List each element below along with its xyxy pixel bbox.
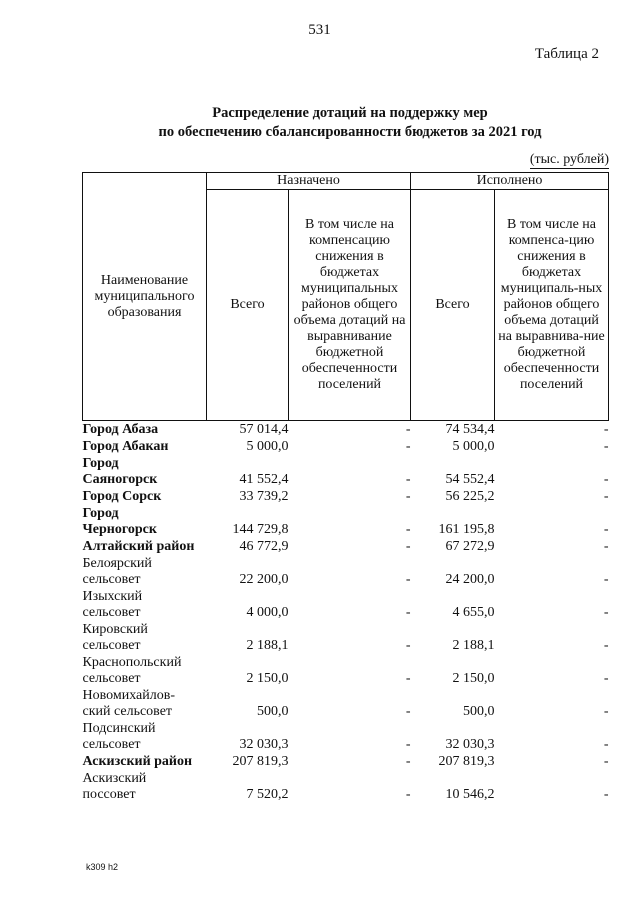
row-assigned-compensation: - (405, 472, 411, 487)
row-assigned-compensation: - (405, 605, 411, 620)
table-row (83, 770, 609, 803)
row-assigned-compensation: - (405, 704, 411, 719)
row-executed-total: 4 655,0 (452, 605, 495, 620)
row-name-line-1: Новомихайлов- (82, 688, 175, 703)
row-assigned-total: 2 188,1 (246, 638, 289, 653)
row-executed-total: 24 200,0 (445, 572, 495, 587)
row-assigned-total: 7 520,2 (246, 787, 289, 802)
table-row (83, 505, 609, 538)
header-name: Наименование муниципального образования (83, 173, 207, 421)
table-row (83, 687, 609, 720)
title-line-2: по обеспечению сбалансированности бюджетов за 2021 год (158, 124, 542, 140)
subsidies-table (82, 172, 609, 803)
row-name (83, 621, 207, 654)
row-name-line-1: Город (82, 456, 119, 471)
row-executed-compensation: - (603, 671, 609, 686)
row-assigned-compensation: - (405, 572, 411, 587)
row-assigned-compensation: - (405, 787, 411, 802)
table-row (83, 555, 609, 588)
row-name-line-1: Город Сорск (82, 489, 162, 504)
table-row (83, 621, 609, 654)
row-executed-total: 5 000,0 (452, 439, 495, 454)
row-executed-total: 54 552,4 (445, 472, 495, 487)
header-executed-total: Всего (411, 190, 495, 421)
row-name-line-2: ский сельсовет (82, 704, 173, 719)
row-executed-total: 161 195,8 (438, 522, 495, 537)
row-assigned-compensation: - (405, 489, 411, 504)
table-row (83, 753, 609, 770)
row-name-line-1: Аскизский (82, 771, 147, 786)
row-name (83, 720, 207, 753)
row-assigned-total: 500,0 (257, 704, 289, 719)
row-executed-total: 2 188,1 (452, 638, 495, 653)
row-assigned-compensation: - (405, 439, 411, 454)
row-name (83, 505, 207, 538)
row-assigned-compensation: - (405, 737, 411, 752)
row-assigned-compensation: - (405, 539, 411, 554)
row-executed-compensation: - (603, 472, 609, 487)
header-assigned: Назначено (207, 173, 411, 190)
row-name-line-2: Черногорск (82, 522, 157, 537)
row-assigned-total: 144 729,8 (232, 522, 289, 537)
row-name (83, 770, 207, 803)
row-executed-total: 2 150,0 (452, 671, 495, 686)
row-assigned-compensation: - (405, 754, 411, 769)
title-line-1: Распределение дотаций на поддержку мер (212, 105, 488, 121)
row-name (83, 438, 207, 455)
row-name-line-1: Город Абаза (82, 422, 159, 437)
table-row (83, 720, 609, 753)
row-name (83, 488, 207, 505)
row-name-line-2: сельсовет (82, 605, 141, 620)
row-assigned-total: 33 739,2 (239, 489, 289, 504)
row-name (83, 654, 207, 687)
table-row (83, 538, 609, 555)
row-name-line-1: Город (82, 506, 119, 521)
row-executed-compensation: - (603, 754, 609, 769)
header-executed: Исполнено (411, 173, 609, 190)
row-executed-total: 10 546,2 (445, 787, 495, 802)
row-name (83, 555, 207, 588)
row-name (83, 753, 207, 770)
row-executed-compensation: - (603, 439, 609, 454)
table-label: Таблица 2 (534, 46, 599, 62)
row-name (83, 455, 207, 488)
row-name-line-1: Аскизский район (82, 754, 193, 769)
row-executed-compensation: - (603, 787, 609, 802)
table-row (83, 654, 609, 687)
row-executed-compensation: - (603, 704, 609, 719)
row-assigned-total: 46 772,9 (239, 539, 289, 554)
row-name (83, 588, 207, 621)
header-assigned-compensation: В том числе на компенсацию снижения в бюджетах муниципальных районов общего объема дотаций на выравнивание бюджетной обеспеченности поселений (289, 190, 411, 421)
table-row (83, 455, 609, 488)
row-name-line-1: Подсинский (82, 721, 156, 736)
row-assigned-compensation: - (405, 638, 411, 653)
row-executed-total: 67 272,9 (445, 539, 495, 554)
row-assigned-total: 57 014,4 (239, 422, 289, 437)
row-executed-total: 32 030,3 (445, 737, 495, 752)
row-executed-compensation: - (603, 638, 609, 653)
row-assigned-total: 32 030,3 (239, 737, 289, 752)
row-executed-compensation: - (603, 605, 609, 620)
row-executed-total: 207 819,3 (438, 754, 495, 769)
page-number: 531 (308, 22, 331, 38)
row-name-line-2: сельсовет (82, 671, 141, 686)
row-assigned-total: 2 150,0 (246, 671, 289, 686)
row-assigned-compensation: - (405, 422, 411, 437)
row-name-line-2: сельсовет (82, 572, 141, 587)
row-name-line-1: Белоярский (82, 556, 152, 571)
row-executed-total: 56 225,2 (445, 489, 495, 504)
document-title (0, 104, 639, 142)
row-name-line-2: поссовет (82, 787, 136, 802)
row-executed-total: 74 534,4 (445, 422, 495, 437)
row-assigned-compensation: - (405, 522, 411, 537)
row-assigned-total: 41 552,4 (239, 472, 289, 487)
row-assigned-compensation: - (405, 671, 411, 686)
table-row (83, 488, 609, 505)
table-row (83, 438, 609, 455)
units-label: (тыс. рублей) (529, 152, 609, 167)
header-assigned-total: Всего (207, 190, 289, 421)
row-executed-compensation: - (603, 737, 609, 752)
row-executed-compensation: - (603, 522, 609, 537)
row-name (83, 687, 207, 720)
row-assigned-total: 22 200,0 (239, 572, 289, 587)
row-name-line-2: сельсовет (82, 737, 141, 752)
footer-code: k309 h2 (86, 862, 119, 872)
row-name-line-2: сельсовет (82, 638, 141, 653)
row-name-line-2: Саяногорск (82, 472, 158, 487)
row-executed-compensation: - (603, 422, 609, 437)
row-name-line-1: Город Абакан (82, 439, 169, 454)
row-assigned-total: 5 000,0 (246, 439, 289, 454)
row-executed-total: 500,0 (463, 704, 495, 719)
row-name-line-1: Кировский (82, 622, 148, 637)
row-name-line-1: Изыхский (82, 589, 143, 604)
row-executed-compensation: - (603, 489, 609, 504)
table-row (83, 421, 609, 439)
row-name (83, 538, 207, 555)
row-assigned-total: 207 819,3 (232, 754, 289, 769)
row-name-line-1: Краснопольский (82, 655, 182, 670)
row-executed-compensation: - (603, 539, 609, 554)
table-row (83, 588, 609, 621)
row-assigned-total: 4 000,0 (246, 605, 289, 620)
row-name (83, 421, 207, 439)
header-executed-compensation: В том числе на компенса-цию снижения в бюджетах муниципаль-ных районов общего объема дотаций на выравнива-ние бюджетной обеспеченности поселений (495, 190, 609, 421)
row-executed-compensation: - (603, 572, 609, 587)
row-name-line-1: Алтайский район (82, 539, 195, 554)
